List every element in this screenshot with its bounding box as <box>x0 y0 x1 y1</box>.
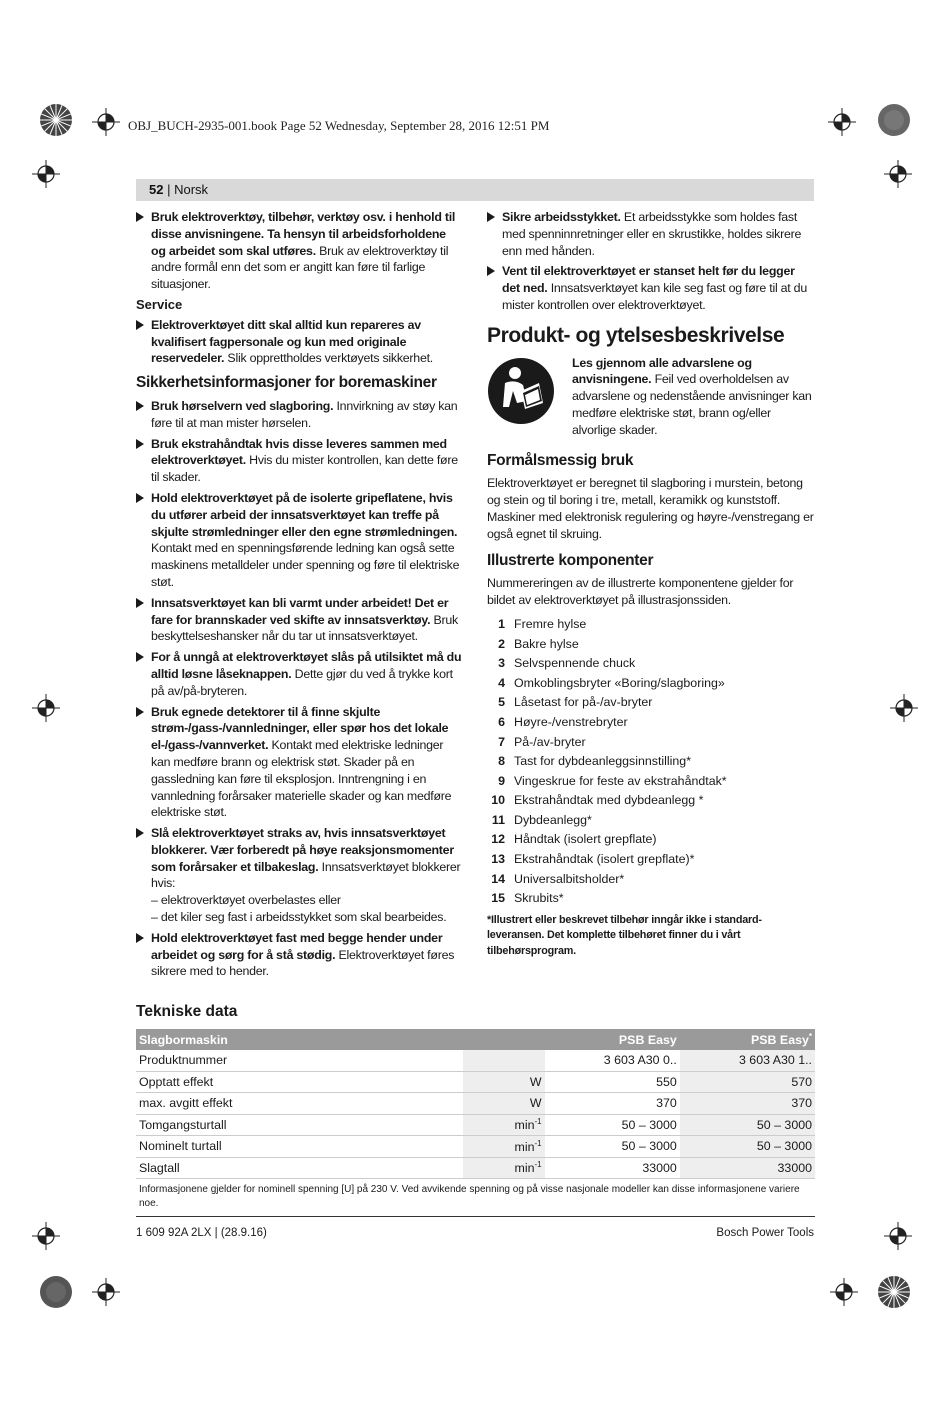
component-number: 3 <box>498 656 505 671</box>
crosshair-mark-right-upper <box>884 160 912 188</box>
item-text: Bruk av elektroverktøy til andre formål enn det som er angitt kan føre til farlige situasjoner. <box>151 243 449 292</box>
registration-mark-top-left <box>36 100 76 140</box>
table-header-row <box>136 1029 815 1050</box>
service-heading: Service <box>136 296 183 312</box>
item-bold: Innsatsverktøyet kan bli varmt under arbeidet! Det er fare for brannskader ved skifte av innsatsverktøy. <box>151 595 449 627</box>
row-label: Tomgangsturtall <box>136 1114 463 1136</box>
item-text: Elektroverktøyet føres sikrere med to hender. <box>151 947 455 979</box>
item-bold: Bruk egnede detektorer til å finne skjulte strøm-/gass-/vannledninger, eller spør hos det lokale el-/gass-/vannverket. <box>151 704 449 753</box>
component-number: 6 <box>498 714 505 729</box>
tech-data-heading: Tekniske data <box>136 1003 238 1020</box>
table-row <box>136 1050 815 1071</box>
row-value-1: 33000 <box>545 1157 680 1179</box>
list-item <box>487 713 814 733</box>
safety-item-1 <box>136 317 462 367</box>
components-heading: Illustrerte komponenter <box>487 551 654 569</box>
component-label: Låsetast for på-/av-bryter <box>514 695 653 710</box>
component-label: Universalbitsholder* <box>514 871 625 886</box>
list-item <box>487 654 814 674</box>
component-label: Skrubits* <box>514 891 564 906</box>
bullet-arrow-icon <box>136 212 144 222</box>
left-column <box>136 209 462 984</box>
crosshair-mark-bottom-left <box>92 1278 120 1306</box>
row-label: Nominelt turtall <box>136 1136 463 1158</box>
component-label: Ekstrahåndtak med dybdeanlegg * <box>514 793 704 808</box>
row-value-2: 370 <box>680 1093 815 1115</box>
item-text: Innsatsverktøyet kan kile seg fast og føre til at du mister kontrollen over elektroverktøyet. <box>502 281 807 312</box>
list-item <box>487 811 814 831</box>
components-intro: Nummereringen av de illustrerte komponentene gjelder for bildet av elektroverktøyet på illustrasjonssiden. <box>487 576 794 608</box>
row-label: Produktnummer <box>136 1050 463 1071</box>
item-sub-2: – det kiler seg fast i arbeidsstykket som skal bearbeides. <box>151 910 447 925</box>
crosshair-mark-bottom-right <box>830 1278 858 1306</box>
bullet-arrow-icon <box>136 652 144 662</box>
component-label: Vingeskrue for feste av ekstrahåndtak* <box>514 773 727 788</box>
row-value-2: 570 <box>680 1071 815 1093</box>
list-item <box>487 733 814 753</box>
accessory-footnote: *Illustrert eller beskrevet tilbehør inngår ikke i standard-leveransen. Det komplette tilbehøret finner du i vårt tilbehørsprogram. <box>487 913 762 957</box>
item-sub-1: – elektroverktøyet overbelastes eller <box>151 893 341 908</box>
right-column <box>487 209 814 959</box>
header-language: Norsk <box>174 182 209 197</box>
list-item <box>487 791 814 811</box>
page-number: 52 <box>149 182 164 197</box>
component-label: Håndtak (isolert grepflate) <box>514 832 657 847</box>
page-header-text <box>149 182 208 197</box>
item-text: Innvirkning av støy kan føre til at man mister hørselen. <box>151 398 458 430</box>
component-number: 8 <box>498 754 505 769</box>
table-row <box>136 1071 815 1093</box>
safety-item-4 <box>136 490 462 591</box>
header-separator: | <box>163 182 175 197</box>
table-header-col1: PSB Easy <box>545 1029 680 1050</box>
registration-mark-bottom-right <box>874 1272 914 1312</box>
safety-item-9 <box>136 930 462 980</box>
table-row <box>136 1157 815 1179</box>
bullet-arrow-icon <box>136 439 144 449</box>
component-label: Fremre hylse <box>514 616 587 631</box>
list-item <box>487 772 814 792</box>
list-item <box>487 674 814 694</box>
row-value-1: 50 – 3000 <box>545 1114 680 1136</box>
item-bold: Hold elektroverktøyet fast med begge hender under arbeidet og sørg for å stå stødig. <box>151 930 443 962</box>
row-value-1: 550 <box>545 1071 680 1093</box>
row-unit-text: min <box>514 1139 535 1154</box>
item-text: Hvis du mister kontrollen, kan dette føre til skader. <box>151 453 458 485</box>
component-number: 7 <box>498 734 505 749</box>
list-item <box>487 870 814 890</box>
row-unit: W <box>463 1071 545 1093</box>
purpose-heading: Formålsmessig bruk <box>487 451 634 469</box>
bullet-arrow-icon <box>136 320 144 330</box>
product-heading: Produkt- og ytelsesbeskrivelse <box>487 323 785 347</box>
item-bold: Sikre arbeidsstykket. <box>502 210 621 224</box>
list-item <box>487 635 814 655</box>
item-text: Kontakt med elektriske ledninger kan medføre brann og elektrisk støt. Skader på en gassledning kan føre til eksplosjon. Inntrengning i en vannledning forårsaker materielle skader og kan medføre elektriske støt. <box>151 738 452 820</box>
purpose-text: Elektroverktøyet er beregnet til slagboring i murstein, betong og stein og til boring i tre, metall, keramikk og kunststoff. Maskiner med elektronisk regulering og høyre-/venstregang er også egnet til skruing. <box>487 476 814 541</box>
component-number: 1 <box>498 616 505 631</box>
bullet-arrow-icon <box>136 493 144 503</box>
registration-mark-top-right <box>874 100 914 140</box>
crosshair-mark-left-middle <box>32 694 60 722</box>
safety-item-2 <box>136 398 462 432</box>
row-unit <box>463 1050 545 1071</box>
component-number: 4 <box>498 675 505 690</box>
list-item <box>487 850 814 870</box>
list-item <box>487 830 814 850</box>
component-number: 14 <box>491 871 505 886</box>
table-header-col2-text: PSB Easy <box>751 1033 809 1048</box>
crosshair-mark-top-left <box>92 108 120 136</box>
crosshair-mark-right-lower <box>884 1222 912 1250</box>
safety-item-3 <box>136 436 462 486</box>
safety-item-6 <box>136 649 462 699</box>
table-header-col2: PSB Easy* <box>680 1029 815 1050</box>
table-row <box>136 1114 815 1136</box>
item-text: Dette gjør du ved å trykke kort på av/på-bryteren. <box>151 666 453 698</box>
registration-mark-bottom-left <box>36 1272 76 1312</box>
row-unit: $\min^{-1}$ <box>463 1114 545 1136</box>
crosshair-mark-left-upper <box>32 160 60 188</box>
safety-heading: Sikkerhetsinformasjoner for boremaskiner <box>136 374 437 392</box>
row-unit: $\min^{-1}$ <box>463 1157 545 1179</box>
row-unit-text: min <box>514 1118 535 1133</box>
safety-item-5 <box>136 595 462 645</box>
bullet-arrow-icon <box>136 401 144 411</box>
item-bold: Bruk elektroverktøy, tilbehør, verktøy osv. i henhold til disse anvisningene. Ta hensyn til arbeidsforholdene og arbeidet som skal utføres. <box>151 210 456 258</box>
row-unit-text: min <box>514 1161 535 1176</box>
component-number: 13 <box>491 852 505 867</box>
bullet-arrow-icon <box>136 828 144 838</box>
row-label: Slagtall <box>136 1157 463 1179</box>
row-unit: $\min^{-1}$ <box>463 1136 545 1158</box>
item-text: Et arbeidsstykke som holdes fast med spenninnretninger eller en skrustikke, holdes sikrere enn med hånden. <box>502 210 802 258</box>
crosshair-mark-right-middle <box>890 694 918 722</box>
crosshair-mark-top-right <box>828 108 856 136</box>
item-bold: Bruk hørselvern ved slagboring. <box>151 398 334 413</box>
safety-item-7 <box>136 704 462 822</box>
list-item <box>487 889 814 909</box>
table-note: Informasjonene gjelder for nominell spenning [U] på 230 V. Ved avvikende spenning og på visse nasjonale modeller kan disse informasjonene variere noe. <box>136 1179 815 1217</box>
list-item <box>487 615 814 635</box>
table-header-unit <box>463 1029 545 1050</box>
crosshair-mark-left-lower <box>32 1222 60 1250</box>
component-label: På-/av-bryter <box>514 734 586 749</box>
warning-text: Feil ved overholdelsen av advarslene og nedenstående anvisninger kan medføre elektriske støt, brann og/eller alvorlige skader. <box>572 372 812 437</box>
safety-item-0 <box>136 209 462 293</box>
component-label: Omkoblingsbryter «Boring/slagboring» <box>514 675 725 690</box>
book-info-line: OBJ_BUCH-2935-001.book Page 52 Wednesday, September 28, 2016 12:51 PM <box>128 118 550 133</box>
item-bold: Hold elektroverktøyet på de isolerte gripeflatene, hvis du utfører arbeid der innsatsverktøyet kan treffe på skjulte strømledninger eller den egne strømledningen. <box>151 490 458 539</box>
safety-item-10 <box>487 209 814 259</box>
item-bold: Vent til elektroverktøyet er stanset helt før du legger det ned. <box>502 264 795 296</box>
component-number: 11 <box>491 812 505 827</box>
item-bold: Elektroverktøyet ditt skal alltid kun repareres av kvalifisert fagpersonale og kun med originale reservedeler. <box>151 317 421 366</box>
list-item <box>487 752 814 772</box>
table-note-row <box>136 1179 815 1217</box>
bullet-arrow-icon <box>487 266 495 276</box>
bullet-arrow-icon <box>136 598 144 608</box>
row-value-2: 50 – 3000 <box>680 1114 815 1136</box>
item-text: Innsatsverktøyet blokkerer hvis: <box>151 859 461 891</box>
row-label: max. avgitt effekt <box>136 1093 463 1115</box>
item-bold: For å unngå at elektroverktøyet slås på utilsiktet må du alltid løsne låseknappen. <box>151 650 462 681</box>
component-label: Dybdeanlegg* <box>514 812 592 827</box>
components-list <box>487 615 814 909</box>
component-label: Høyre-/venstrebryter <box>514 714 628 729</box>
bullet-arrow-icon <box>136 707 144 717</box>
item-bold: Bruk ekstrahåndtak hvis disse leveres sammen med elektroverktøyet. <box>151 436 447 468</box>
component-label: Ekstrahåndtak (isolert grepflate)* <box>514 852 695 867</box>
row-value-1: 3 603 A30 0.. <box>545 1050 680 1071</box>
safety-item-11 <box>487 263 814 313</box>
component-number: 10 <box>491 793 505 808</box>
item-text: Kontakt med en spenningsførende ledning kan også sette maskinens metalldeler under spenning og føre til elektriske støt. <box>151 541 460 589</box>
list-item <box>487 693 814 713</box>
component-number: 2 <box>498 636 505 651</box>
component-label: Bakre hylse <box>514 636 579 651</box>
component-number: 9 <box>498 773 505 788</box>
row-value-2: 3 603 A30 1.. <box>680 1050 815 1071</box>
row-unit: W <box>463 1093 545 1115</box>
row-label: Opptatt effekt <box>136 1071 463 1093</box>
footer-doc-number: 1 609 92A 2LX | (28.9.16) <box>136 1227 267 1239</box>
tech-data-table <box>136 1029 815 1217</box>
item-bold: Slå elektroverktøyet straks av, hvis innsatsverktøyet blokkerer. Vær forberedt på høye reaksjonsmomenter som forårsaker et tilbakeslag. <box>151 826 454 874</box>
component-number: 12 <box>491 832 505 847</box>
row-value-2: 50 – 3000 <box>680 1136 815 1158</box>
table-row <box>136 1093 815 1115</box>
row-value-1: 50 – 3000 <box>545 1136 680 1158</box>
item-text: Bruk beskyttelseshansker når du tar ut innsatsverktøyet. <box>151 612 458 644</box>
page-header <box>136 179 814 201</box>
warning-bold: Les gjennom alle advarslene og anvisningene. <box>572 355 752 387</box>
footer-brand: Bosch Power Tools <box>716 1227 814 1239</box>
row-value-1: 370 <box>545 1093 680 1115</box>
item-text: Slik opprettholdes verktøyets sikkerhet. <box>224 351 433 366</box>
read-manual-icon <box>487 357 555 430</box>
bullet-arrow-icon <box>487 212 495 222</box>
bullet-arrow-icon <box>136 933 144 943</box>
component-label: Tast for dybdeanleggsinnstilling* <box>514 754 692 769</box>
read-instructions-warning <box>487 355 814 439</box>
row-value-2: 33000 <box>680 1157 815 1179</box>
table-header-label: Slagbormaskin <box>136 1029 463 1050</box>
component-label: Selvspennende chuck <box>514 656 636 671</box>
safety-item-8 <box>136 825 462 926</box>
component-number: 15 <box>491 891 505 906</box>
table-row <box>136 1136 815 1158</box>
component-number: 5 <box>498 695 505 710</box>
